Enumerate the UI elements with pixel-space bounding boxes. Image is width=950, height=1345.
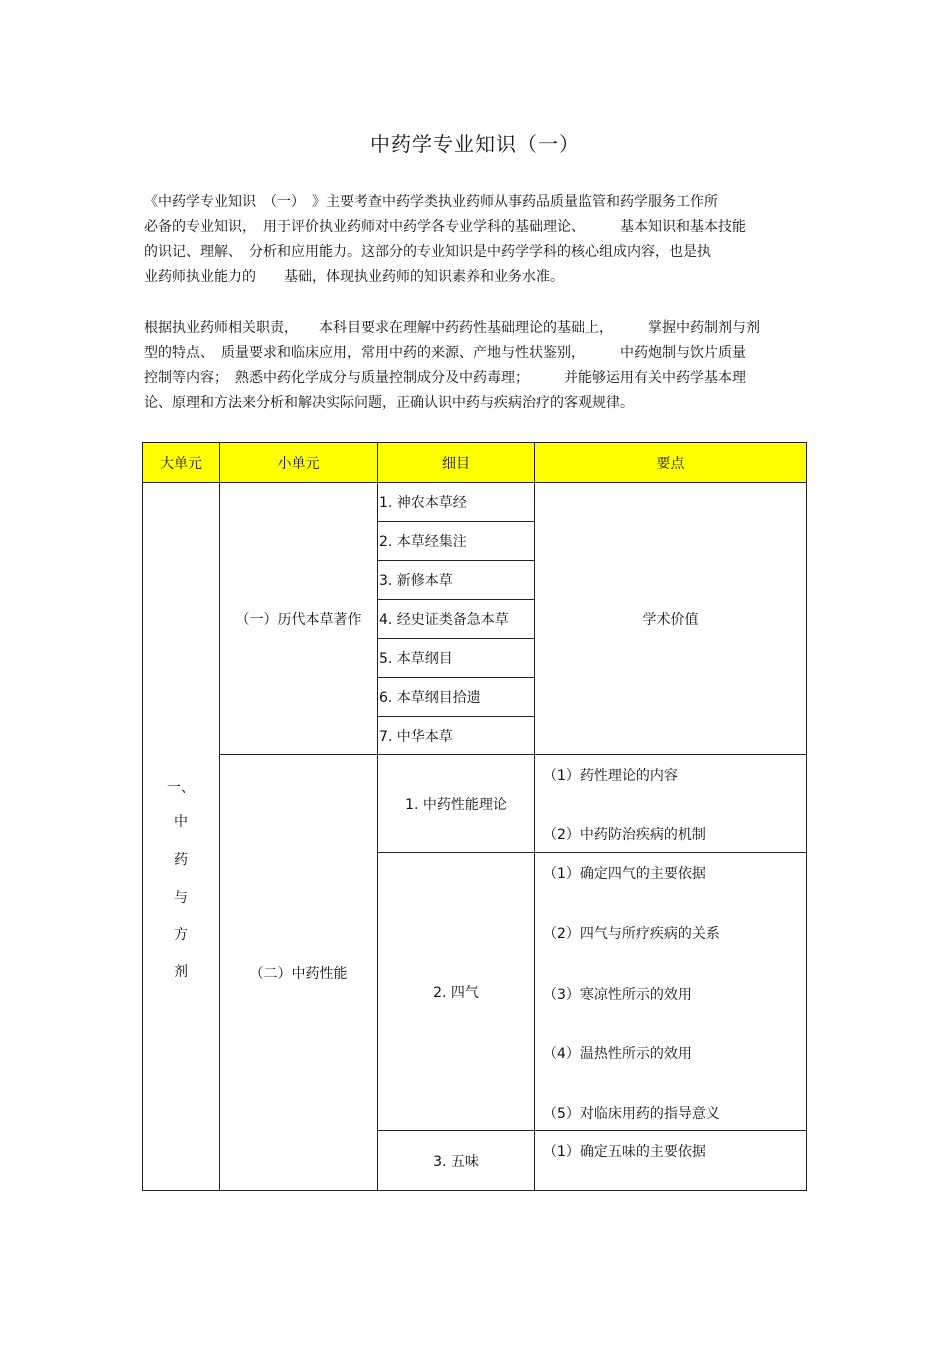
header-points: 要点 [534, 442, 807, 483]
big-unit-char: 药 [174, 852, 188, 868]
page-title: 中药学专业知识（一） [370, 132, 580, 156]
intro-line: 型的特点、 质量要求和临床应用，常用中药的来源、产地与性状鉴别， 中药炮制与饮片质量 [144, 345, 746, 361]
intro-line: 的识记、理解、 分析和应用能力。这部分的专业知识是中药学学科的核心组成内容，也是执 [144, 244, 711, 260]
points-cell [534, 754, 807, 853]
points-cell: 学术价值 [534, 482, 807, 755]
item-cell: 3. 五味 [377, 1130, 535, 1191]
intro-paragraph-2 [144, 316, 814, 416]
syllabus-table [142, 442, 807, 1191]
intro-line: 根据执业药师相关职责， 本科目要求在理解中药药性基础理论的基础上， 掌握中药制剂与剂 [144, 320, 760, 336]
big-unit-char: 剂 [174, 964, 188, 980]
intro-line: 《中药学专业知识 （一） 》主要考查中药学类执业药师从事药品质量监管和药学服务工作所 [144, 194, 718, 210]
point-text: （5）对临床用药的指导意义 [543, 1106, 720, 1122]
item-cell: 4. 经史证类备急本草 [377, 599, 535, 639]
item-cell: 1. 中药性能理论 [377, 754, 535, 853]
points-cell [534, 1130, 807, 1191]
intro-line: 控制等内容； 熟悉中药化学成分与质量控制成分及中药毒理； 并能够运用有关中药学基本理 [144, 370, 746, 386]
item-cell: 6. 本草纲目拾遗 [377, 677, 535, 717]
point-text: （2）中药防治疾病的机制 [543, 827, 706, 843]
sub-unit-1: （一）历代本草著作 [219, 482, 378, 755]
point-text: （4）温热性所示的效用 [543, 1046, 692, 1062]
intro-paragraph-1 [144, 190, 814, 290]
item-cell: 2. 本草经集注 [377, 521, 535, 561]
point-text: （1）药性理论的内容 [543, 768, 678, 784]
sub-unit-2: （二）中药性能 [219, 754, 378, 1191]
points-cell [534, 852, 807, 1131]
intro-line: 必备的专业知识， 用于评价执业药师对中药学各专业学科的基础理论、 基本知识和基本技能 [144, 219, 746, 235]
header-sub-unit: 小单元 [219, 442, 378, 483]
point-text: （1）确定五味的主要依据 [543, 1144, 706, 1160]
header-big-unit: 大单元 [142, 442, 220, 483]
big-unit-char: 中 [174, 814, 188, 830]
intro-line: 论、原理和方法来分析和解决实际问题，正确认识中药与疾病治疗的客观规律。 [144, 395, 634, 411]
item-cell: 5. 本草纲目 [377, 638, 535, 678]
big-unit-char: 与 [174, 890, 188, 906]
item-cell: 2. 四气 [377, 852, 535, 1131]
big-unit-char: 一、 [167, 780, 195, 796]
point-text: （1）确定四气的主要依据 [543, 866, 706, 882]
item-cell: 3. 新修本草 [377, 560, 535, 600]
item-cell: 7. 中华本草 [377, 716, 535, 755]
big-unit-cell [142, 482, 220, 1191]
header-item: 细目 [377, 442, 535, 483]
item-cell: 1. 神农本草经 [377, 482, 535, 522]
big-unit-char: 方 [174, 927, 188, 943]
intro-line: 业药师执业能力的 基础，体现执业药师的知识素养和业务水准。 [144, 269, 564, 285]
point-text: （3）寒凉性所示的效用 [543, 987, 692, 1003]
point-text: （2）四气与所疗疾病的关系 [543, 926, 720, 942]
